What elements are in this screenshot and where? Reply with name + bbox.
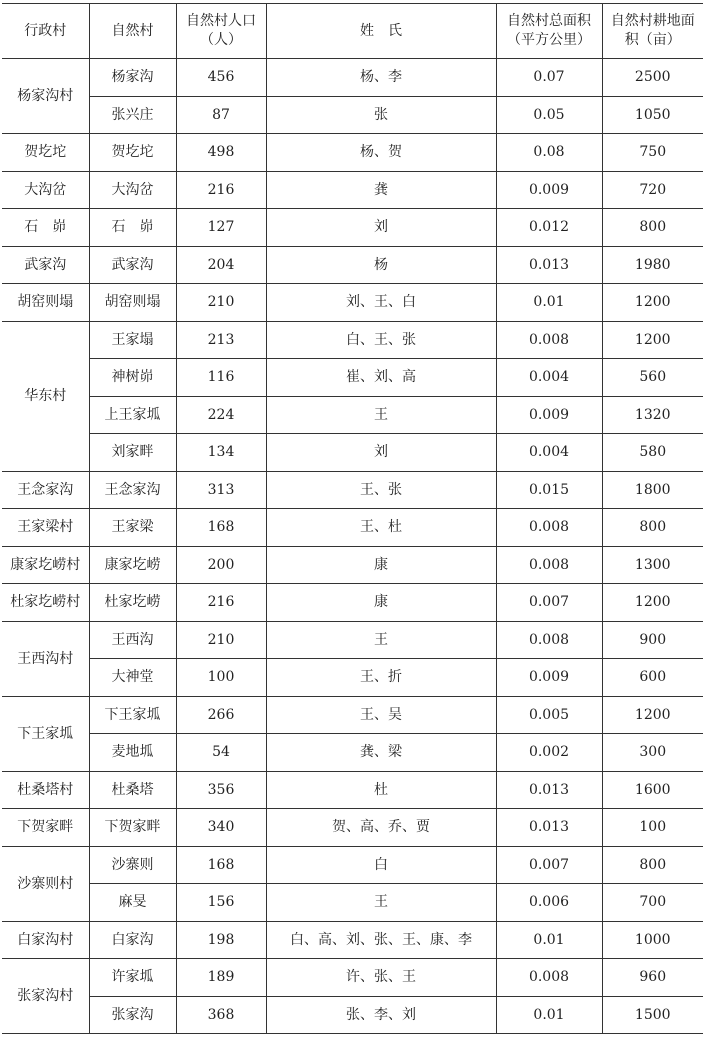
table-row xyxy=(2,59,703,97)
total-area-cell: 0.009 xyxy=(496,659,602,697)
surnames-cell: 王、杜 xyxy=(266,509,496,547)
population-cell: 189 xyxy=(176,959,266,997)
farmland-area-cell: 750 xyxy=(602,134,703,172)
farmland-area-cell: 720 xyxy=(602,171,703,209)
total-area-cell: 0.015 xyxy=(496,471,602,509)
farmland-area-cell: 100 xyxy=(602,809,703,847)
table-row xyxy=(2,921,703,959)
total-area-cell: 0.01 xyxy=(496,284,602,322)
header-total-area: 自然村总面积（平方公里） xyxy=(496,4,602,59)
table-row xyxy=(2,621,703,659)
population-cell: 168 xyxy=(176,846,266,884)
total-area-cell: 0.013 xyxy=(496,809,602,847)
surnames-cell: 杨、贺 xyxy=(266,134,496,172)
population-cell: 224 xyxy=(176,396,266,434)
admin-village-cell: 下贺家畔 xyxy=(2,809,89,847)
farmland-area-cell: 1980 xyxy=(602,246,703,284)
population-cell: 368 xyxy=(176,996,266,1034)
admin-village-cell: 下王家坬 xyxy=(2,696,89,771)
population-cell: 204 xyxy=(176,246,266,284)
farmland-area-cell: 2500 xyxy=(602,59,703,97)
natural-village-cell: 王家梁 xyxy=(89,509,176,547)
farmland-area-cell: 300 xyxy=(602,734,703,772)
natural-village-cell: 张家沟 xyxy=(89,996,176,1034)
surnames-cell: 王、吴 xyxy=(266,696,496,734)
table-row xyxy=(2,659,703,697)
admin-village-cell: 康家圪崂村 xyxy=(2,546,89,584)
natural-village-cell: 神树峁 xyxy=(89,359,176,397)
total-area-cell: 0.007 xyxy=(496,846,602,884)
population-cell: 127 xyxy=(176,209,266,247)
surnames-cell: 康 xyxy=(266,584,496,622)
admin-village-cell: 武家沟 xyxy=(2,246,89,284)
natural-village-cell: 麻旻 xyxy=(89,884,176,922)
natural-village-cell: 王念家沟 xyxy=(89,471,176,509)
total-area-cell: 0.05 xyxy=(496,96,602,134)
population-cell: 116 xyxy=(176,359,266,397)
table-row xyxy=(2,809,703,847)
table-row xyxy=(2,959,703,997)
surnames-cell: 龚、梁 xyxy=(266,734,496,772)
total-area-cell: 0.013 xyxy=(496,771,602,809)
farmland-area-cell: 800 xyxy=(602,209,703,247)
farmland-area-cell: 1500 xyxy=(602,996,703,1034)
header-admin-village: 行政村 xyxy=(2,4,89,59)
surnames-cell: 崔、刘、高 xyxy=(266,359,496,397)
natural-village-cell: 沙寨则 xyxy=(89,846,176,884)
table-row xyxy=(2,171,703,209)
surnames-cell: 杨 xyxy=(266,246,496,284)
header-farmland-area: 自然村耕地面积（亩） xyxy=(602,4,703,59)
total-area-cell: 0.004 xyxy=(496,359,602,397)
population-cell: 200 xyxy=(176,546,266,584)
farmland-area-cell: 1200 xyxy=(602,321,703,359)
table-row xyxy=(2,209,703,247)
total-area-cell: 0.006 xyxy=(496,884,602,922)
farmland-area-cell: 600 xyxy=(602,659,703,697)
population-cell: 156 xyxy=(176,884,266,922)
admin-village-cell: 华东村 xyxy=(2,321,89,471)
surnames-cell: 张 xyxy=(266,96,496,134)
natural-village-cell: 武家沟 xyxy=(89,246,176,284)
natural-village-cell: 下王家坬 xyxy=(89,696,176,734)
total-area-cell: 0.008 xyxy=(496,546,602,584)
natural-village-cell: 大沟岔 xyxy=(89,171,176,209)
farmland-area-cell: 960 xyxy=(602,959,703,997)
surnames-cell: 白、高、刘、张、王、康、李 xyxy=(266,921,496,959)
table-row xyxy=(2,996,703,1034)
total-area-cell: 0.008 xyxy=(496,959,602,997)
natural-village-cell: 白家沟 xyxy=(89,921,176,959)
surnames-cell: 刘、王、白 xyxy=(266,284,496,322)
total-area-cell: 0.007 xyxy=(496,584,602,622)
natural-village-cell: 石 峁 xyxy=(89,209,176,247)
farmland-area-cell: 560 xyxy=(602,359,703,397)
natural-village-cell: 康家圪崂 xyxy=(89,546,176,584)
admin-village-cell: 王西沟村 xyxy=(2,621,89,696)
total-area-cell: 0.012 xyxy=(496,209,602,247)
table-row xyxy=(2,846,703,884)
table-row xyxy=(2,246,703,284)
population-cell: 340 xyxy=(176,809,266,847)
population-cell: 456 xyxy=(176,59,266,97)
surnames-cell: 许、张、王 xyxy=(266,959,496,997)
admin-village-cell: 白家沟村 xyxy=(2,921,89,959)
table-body xyxy=(2,59,703,1034)
total-area-cell: 0.08 xyxy=(496,134,602,172)
farmland-area-cell: 1050 xyxy=(602,96,703,134)
table-row xyxy=(2,884,703,922)
population-cell: 266 xyxy=(176,696,266,734)
table-row xyxy=(2,734,703,772)
natural-village-cell: 大神堂 xyxy=(89,659,176,697)
farmland-area-cell: 1320 xyxy=(602,396,703,434)
total-area-cell: 0.005 xyxy=(496,696,602,734)
surnames-cell: 杨、李 xyxy=(266,59,496,97)
surnames-cell: 贺、高、乔、贾 xyxy=(266,809,496,847)
farmland-area-cell: 1000 xyxy=(602,921,703,959)
surnames-cell: 王、折 xyxy=(266,659,496,697)
population-cell: 216 xyxy=(176,171,266,209)
table-row xyxy=(2,359,703,397)
total-area-cell: 0.01 xyxy=(496,921,602,959)
population-cell: 313 xyxy=(176,471,266,509)
natural-village-cell: 贺圪坨 xyxy=(89,134,176,172)
admin-village-cell: 杜桑塔村 xyxy=(2,771,89,809)
total-area-cell: 0.008 xyxy=(496,321,602,359)
population-cell: 356 xyxy=(176,771,266,809)
natural-village-cell: 杜桑塔 xyxy=(89,771,176,809)
table-row xyxy=(2,321,703,359)
total-area-cell: 0.009 xyxy=(496,171,602,209)
total-area-cell: 0.01 xyxy=(496,996,602,1034)
surnames-cell: 王、张 xyxy=(266,471,496,509)
table-row xyxy=(2,134,703,172)
admin-village-cell: 石 峁 xyxy=(2,209,89,247)
population-cell: 210 xyxy=(176,621,266,659)
table-row xyxy=(2,696,703,734)
natural-village-cell: 下贺家畔 xyxy=(89,809,176,847)
total-area-cell: 0.009 xyxy=(496,396,602,434)
village-table xyxy=(2,3,703,1034)
table-row xyxy=(2,509,703,547)
farmland-area-cell: 1200 xyxy=(602,696,703,734)
natural-village-cell: 王家塌 xyxy=(89,321,176,359)
admin-village-cell: 沙寨则村 xyxy=(2,846,89,921)
natural-village-cell: 杨家沟 xyxy=(89,59,176,97)
admin-village-cell: 大沟岔 xyxy=(2,171,89,209)
surnames-cell: 白 xyxy=(266,846,496,884)
natural-village-cell: 刘家畔 xyxy=(89,434,176,472)
surnames-cell: 刘 xyxy=(266,209,496,247)
natural-village-cell: 许家坬 xyxy=(89,959,176,997)
farmland-area-cell: 1300 xyxy=(602,546,703,584)
header-natural-village: 自然村 xyxy=(89,4,176,59)
total-area-cell: 0.07 xyxy=(496,59,602,97)
farmland-area-cell: 580 xyxy=(602,434,703,472)
table-header-row xyxy=(2,4,703,59)
population-cell: 134 xyxy=(176,434,266,472)
table-row xyxy=(2,396,703,434)
surnames-cell: 王 xyxy=(266,884,496,922)
header-surnames: 姓 氏 xyxy=(266,4,496,59)
header-population: 自然村人口（人） xyxy=(176,4,266,59)
farmland-area-cell: 800 xyxy=(602,509,703,547)
total-area-cell: 0.002 xyxy=(496,734,602,772)
admin-village-cell: 杨家沟村 xyxy=(2,59,89,134)
admin-village-cell: 王念家沟 xyxy=(2,471,89,509)
population-cell: 210 xyxy=(176,284,266,322)
population-cell: 216 xyxy=(176,584,266,622)
total-area-cell: 0.013 xyxy=(496,246,602,284)
table-row xyxy=(2,96,703,134)
population-cell: 168 xyxy=(176,509,266,547)
natural-village-cell: 杜家圪崂 xyxy=(89,584,176,622)
admin-village-cell: 胡窑则塌 xyxy=(2,284,89,322)
table-row xyxy=(2,434,703,472)
farmland-area-cell: 700 xyxy=(602,884,703,922)
surnames-cell: 康 xyxy=(266,546,496,584)
farmland-area-cell: 1800 xyxy=(602,471,703,509)
total-area-cell: 0.004 xyxy=(496,434,602,472)
admin-village-cell: 杜家圪崂村 xyxy=(2,584,89,622)
natural-village-cell: 王西沟 xyxy=(89,621,176,659)
surnames-cell: 刘 xyxy=(266,434,496,472)
surnames-cell: 张、李、刘 xyxy=(266,996,496,1034)
table-row xyxy=(2,584,703,622)
total-area-cell: 0.008 xyxy=(496,509,602,547)
total-area-cell: 0.008 xyxy=(496,621,602,659)
farmland-area-cell: 800 xyxy=(602,846,703,884)
admin-village-cell: 张家沟村 xyxy=(2,959,89,1034)
surnames-cell: 王 xyxy=(266,621,496,659)
surnames-cell: 王 xyxy=(266,396,496,434)
farmland-area-cell: 1200 xyxy=(602,284,703,322)
surnames-cell: 白、王、张 xyxy=(266,321,496,359)
farmland-area-cell: 900 xyxy=(602,621,703,659)
natural-village-cell: 麦地坬 xyxy=(89,734,176,772)
table-row xyxy=(2,284,703,322)
admin-village-cell: 贺圪坨 xyxy=(2,134,89,172)
farmland-area-cell: 1200 xyxy=(602,584,703,622)
population-cell: 54 xyxy=(176,734,266,772)
population-cell: 498 xyxy=(176,134,266,172)
natural-village-cell: 张兴庄 xyxy=(89,96,176,134)
table-row xyxy=(2,471,703,509)
natural-village-cell: 胡窑则塌 xyxy=(89,284,176,322)
admin-village-cell: 王家梁村 xyxy=(2,509,89,547)
surnames-cell: 龚 xyxy=(266,171,496,209)
natural-village-cell: 上王家坬 xyxy=(89,396,176,434)
surnames-cell: 杜 xyxy=(266,771,496,809)
farmland-area-cell: 1600 xyxy=(602,771,703,809)
population-cell: 100 xyxy=(176,659,266,697)
population-cell: 213 xyxy=(176,321,266,359)
table-row xyxy=(2,546,703,584)
population-cell: 87 xyxy=(176,96,266,134)
population-cell: 198 xyxy=(176,921,266,959)
table-row xyxy=(2,771,703,809)
